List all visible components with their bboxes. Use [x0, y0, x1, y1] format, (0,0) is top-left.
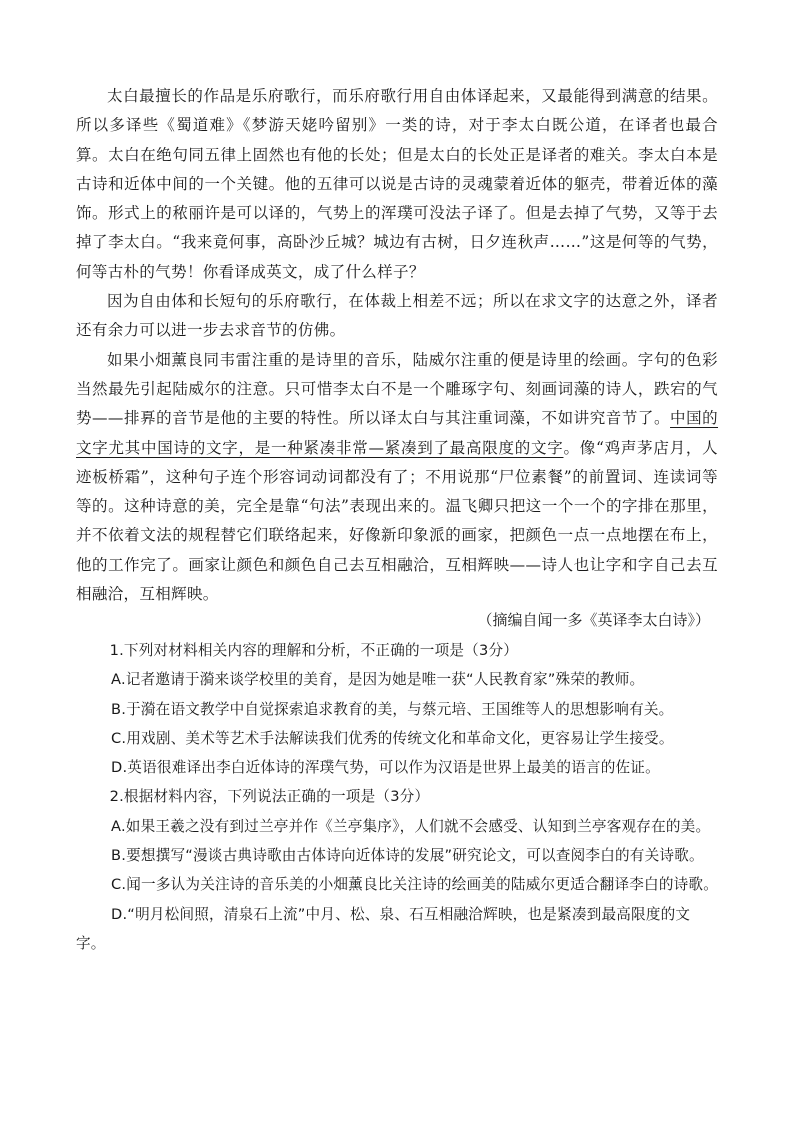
paragraph-3-text-start: 如果小畑薰良同韦雷注重的是诗里的音乐，陆威尔注重的便是诗里的绘画。字句的色彩当然最先引起陆威尔的注意。只可惜李太白不是一个雕琢字句、刻画词藻的诗人，跌宕的气势——排奡的音节是他的主要的特性。所以译太白与其注重词藻，不如讲究音节了。 [76, 350, 718, 428]
question-2-stem: 2.根据材料内容，下列说法正确的一项是（3分） [109, 788, 430, 806]
question-1-option-c: C.用戏剧、美术等艺术手法解读我们优秀的传统文化和革命文化，更容易让学生接受。 [111, 729, 674, 747]
paragraph-3-text-end: 。像“鸡声茅店月，人迹板桥霜”，这种句子连个形容词动词都没有了；不用说那“尸位素餐”的前置词、连读词等等的。这种诗意的美，完全是靠“句法”表现出来的。温飞卿只把这一个一个的字排在那里，并不依着文法的规程替它们联络起来，好像新印象派的画家，把颜色一点一点地摆在布上，他的工作完了。画家让颜色和颜色自己去互相融洽，互相辉映——诗人也让字和字自己去互相融洽，互相辉映。 [76, 438, 718, 604]
question-1-option-a: A.记者邀请于漪来谈学校里的美育，是因为她是唯一获“人民教育家”殊荣的教师。 [111, 671, 645, 689]
underlined-key-sentence: 中国的文字尤其中国诗的文字，是一种紧凑非常—紧凑到了最高限度的文字 [76, 409, 719, 457]
question-2-option-d: D.“明月松间照，清泉石上流”中月、松、泉、石互相融洽辉映，也是紧凑到最高限度的文字。 [76, 905, 691, 952]
question-2-option-a: A.如果王羲之没有到过兰亭并作《兰亭集序》，人们就不会感受、认知到兰亭客观存在的美。 [111, 817, 711, 835]
question-2-option-c: C.闻一多认为关注诗的音乐美的小畑薰良比关注诗的绘画美的陆威尔更适合翻译李白的诗歌。 [111, 876, 719, 894]
passage-paragraph-1: 太白最擅长的作品是乐府歌行，而乐府歌行用自由体译起来，又最能得到满意的结果。所以多译些《蜀道难》《梦游天姥吟留别》一类的诗，对于李太白既公道，在译者也最合算。太白在绝句同五律上固然也有他的长处；但是太白的长处正是译者的难关。李太白本是古诗和近体中间的一个关键。他的五律可以说是古诗的灵魂蒙着近体的躯壳，带着近体的藻饰。形式上的秾丽许是可以译的，气势上的浑璞可没法子译了。但是去掉了气势，又等于去掉了李太白。“我来竟何事，高卧沙丘城？城边有古树，日夕连秋声……”这是何等的气势，何等古朴的气势！你看译成英文，成了什么样子？ [76, 87, 718, 281]
question-section [76, 636, 718, 958]
question-1-option-d: D.英语很难译出李白近体诗的浑璞气势，可以作为汉语是世界上最美的语言的佐证。 [111, 759, 660, 777]
passage-source: （摘编自闻一多《英译李太白诗》） [477, 611, 710, 629]
passage-paragraph-2: 因为自由体和长短句的乐府歌行，在体裁上相差不远；所以在求文字的达意之外，译者还有余力可以进一步去求音节的仿佛。 [76, 292, 718, 340]
question-1-stem: 1.下列对材料相关内容的理解和分析，不正确的一项是（3分） [109, 642, 519, 659]
reading-passage [76, 82, 718, 609]
question-1-option-b: B.于漪在语文教学中自觉探索追求教育的美，与蔡元培、王国维等人的思想影响有关。 [111, 700, 674, 718]
passage-paragraph-3 [76, 346, 718, 610]
question-2-option-b: B.要想撰写“漫谈古典诗歌由古体诗向近体诗的发展”研究论文，可以查阅李白的有关诗歌。 [111, 847, 704, 865]
